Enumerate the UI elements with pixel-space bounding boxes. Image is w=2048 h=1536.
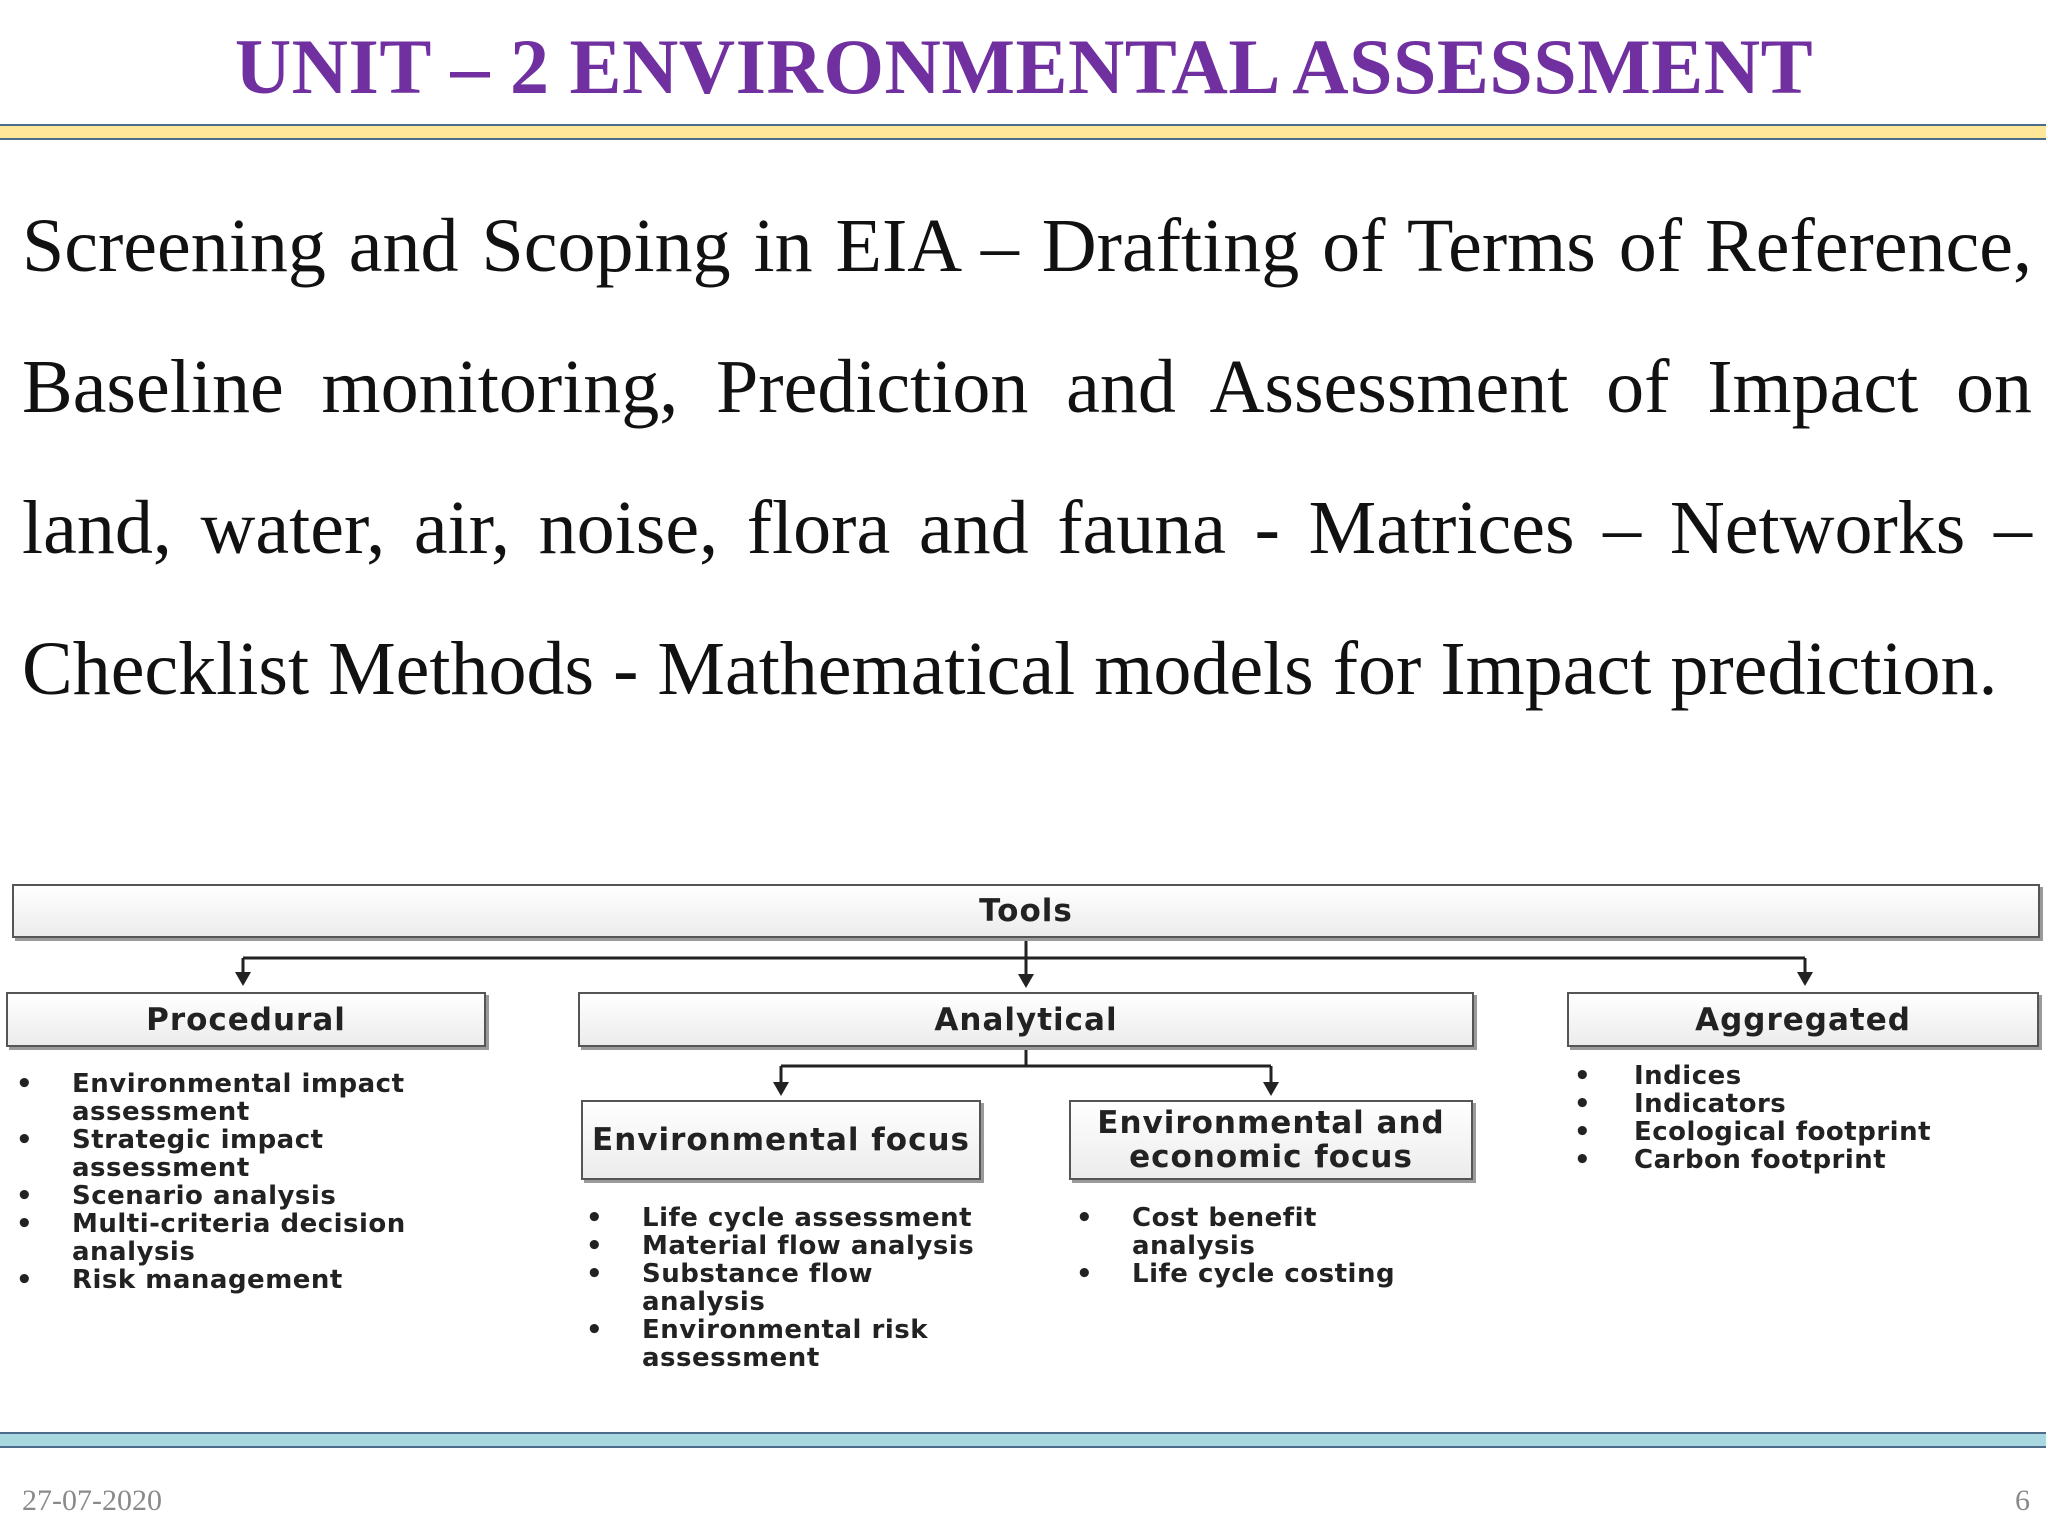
economic-focus-label: Environmental and economic focus [1097, 1105, 1445, 1175]
list-item: • Cost benefit analysis [1074, 1204, 1434, 1260]
page-number: 6 [2015, 1484, 2030, 1517]
title-divider [0, 124, 2046, 140]
slide-title: UNIT – 2 ENVIRONMENTAL ASSESSMENT [234, 23, 1814, 110]
aggregated-label: Aggregated [1695, 1001, 1911, 1038]
economic-focus-box [1069, 1100, 1473, 1180]
tools-diagram [0, 878, 2048, 1438]
list-item: • Multi-criteria decision analysis [14, 1210, 474, 1266]
environmental-focus-label: Environmental focus [592, 1122, 970, 1158]
list-item: • Indicators [1572, 1090, 2032, 1118]
footer-divider [0, 1432, 2046, 1448]
list-item: • Life cycle costing [1074, 1260, 1434, 1288]
list-item: • Environmental impact assessment [14, 1070, 474, 1126]
analytical-label: Analytical [934, 1001, 1118, 1038]
analytical-box [578, 992, 1474, 1047]
list-item: • Environmental risk assessment [584, 1316, 984, 1372]
procedural-label: Procedural [146, 1001, 346, 1038]
procedural-list [14, 1070, 474, 1294]
list-item: • Ecological footprint [1572, 1118, 2032, 1146]
list-item: • Material flow analysis [584, 1232, 984, 1260]
list-item: • Strategic impact assessment [14, 1126, 474, 1182]
aggregated-list [1572, 1062, 2032, 1174]
procedural-box [6, 992, 486, 1047]
list-item: • Substance flow analysis [584, 1260, 984, 1316]
tools-box [12, 884, 2040, 938]
aggregated-box [1567, 992, 2039, 1047]
environmental-focus-list [584, 1204, 984, 1372]
list-item: • Life cycle assessment [584, 1204, 984, 1232]
slide-date: 27-07-2020 [22, 1484, 162, 1517]
syllabus-paragraph: Screening and Scoping in EIA – Drafting of Terms of Reference, Baseline monitoring, Prediction and Assessment of Impact on land, water, air, noise, flora and fauna - Matrices – Networks – Checklist Methods - Mathematical models for Impact prediction. [22, 204, 2032, 711]
list-item: • Scenario analysis [14, 1182, 474, 1210]
tools-label: Tools [979, 893, 1073, 929]
economic-focus-list [1074, 1204, 1434, 1288]
environmental-focus-box [581, 1100, 981, 1180]
list-item: • Carbon footprint [1572, 1146, 2032, 1174]
list-item: • Risk management [14, 1266, 474, 1294]
list-item: • Indices [1572, 1062, 2032, 1090]
